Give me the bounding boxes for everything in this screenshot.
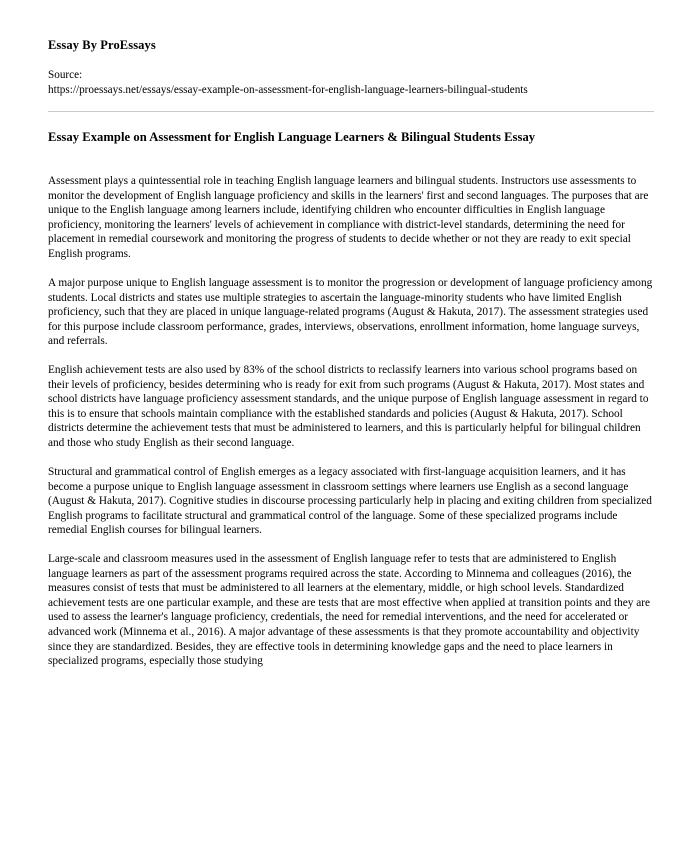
page-title: Essay Example on Assessment for English Language Learners & Bilingual Students Essay [48, 130, 536, 145]
paragraph: A major purpose unique to English language assessment is to monitor the progression or development of language proficiency among students. Local districts and states use multiple strategies to ascertain the language-minority students who have limited English proficiency, such that they are placed in unique language-related programs (August & Hakuta, 2017). The assessment strategies used for this purpose include classroom performance, grades, interviews, observations, enrollment information, home language surveys, and referrals. [48, 276, 653, 348]
paragraph: Structural and grammatical control of English emerges as a legacy associated with first-language acquisition learners, and it has become a purpose unique to English language assessment in classroom settings where learners use English as a second language (August & Hakuta, 2017). Cognitive studies in discourse processing particularly help in placing and exiting children from specialized English programs to facilitate structural and grammatical control of the language. Some of these specialized programs include remedial English courses for bilingual learners. [48, 465, 652, 537]
essay-body [48, 174, 653, 668]
source-url[interactable]: https://proessays.net/essays/essay-example-on-assessment-for-english-language-learners-bilingual-students [48, 83, 528, 96]
source-label: Source: [48, 69, 83, 81]
header-divider [48, 111, 654, 112]
paragraph: Assessment plays a quintessential role in teaching English language learners and bilingual students. Instructors use assessments to monitor the development of English language proficiency and skills in the learners' first and second languages. The purposes that are unique to the English language among learners include, identifying children who encounter difficulties in English language proficiency, monitoring the learners' levels of achievement in compliance with district-level standards, determining the need for placement in remedial coursework and monitoring the progress of students to decide whether or not they are ready to exit special English programs. [48, 175, 649, 260]
source-block [48, 68, 653, 97]
paragraph: Large-scale and classroom measures used in the assessment of English language refer to tests that are administered to English language learners as part of the assessment programs required across the state. According to Minnema and colleagues (2016), the measures consist of tests that must be administered to all learners at the elementary, middle, or high school levels. Standardized achievement tests are one particular example, and these are tests that are most effective when applied at transition points and they are used to assess the learner's language proficiency, credentials, the need for remedial interventions, and the need for accelerated or advanced work (Minnema et al., 2016). A major advantage of these assessments is that they promote accountability and objectivity since they are standardized. Besides, they are effective tools in determining knowledge gaps and the need to place learners in specialized programs, especially those studying [48, 553, 651, 668]
paragraph: English achievement tests are also used by 83% of the school districts to reclassify learners into various school programs based on their levels of proficiency, besides determining who is ready for exit from such programs (August & Hakuta, 2017). Most states and school districts have language proficiency assessment standards, and the unique purpose of English language assessment in regard to this is to ensure that schools maintain compliance with the established standards and policies (August & Hakuta, 2017). School districts determine the achievement tests that must be administered to learners, and this is particularly helpful for bilingual children and those who study English as their second language. [48, 364, 649, 449]
site-header: Essay By ProEssays [48, 38, 156, 52]
